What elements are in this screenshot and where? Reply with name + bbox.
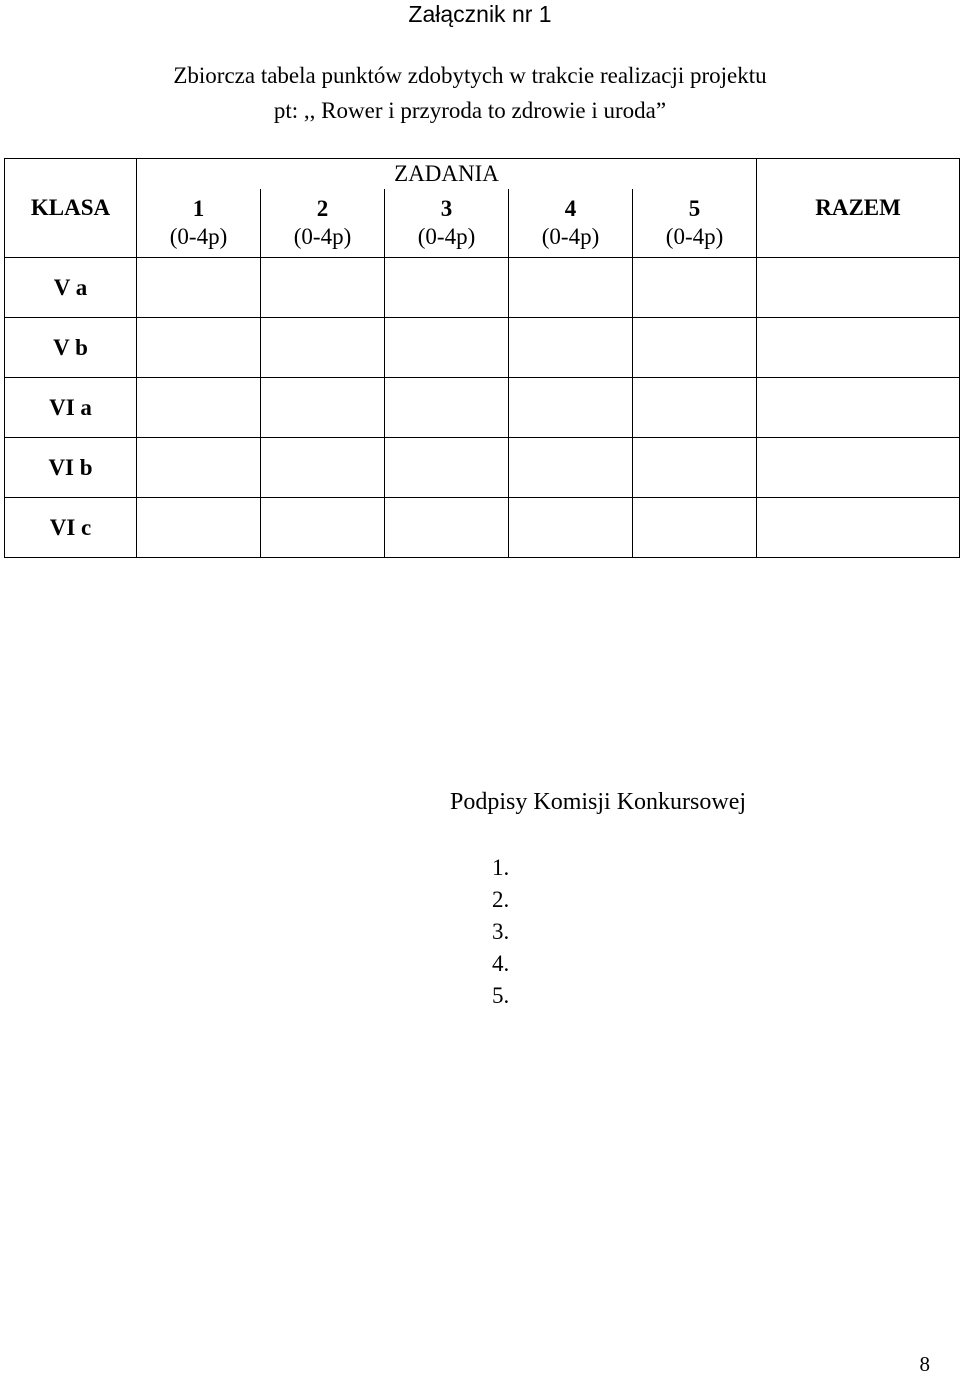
total-cell[interactable] xyxy=(757,498,960,558)
task-range: (0-4p) xyxy=(293,224,352,249)
signature-item: 3. xyxy=(492,919,510,944)
table-header-row xyxy=(5,159,960,190)
score-cell[interactable] xyxy=(261,498,385,558)
score-cell[interactable] xyxy=(385,438,509,498)
total-cell[interactable] xyxy=(757,378,960,438)
tasks-column-header: ZADANIA xyxy=(137,159,757,190)
score-cell[interactable] xyxy=(137,318,261,378)
signatures-list xyxy=(492,852,509,1012)
table-row xyxy=(5,378,960,438)
signature-item: 5. xyxy=(492,983,510,1008)
task-range: (0-4p) xyxy=(665,224,724,249)
signature-item: 1. xyxy=(492,855,510,880)
task-header-5 xyxy=(633,189,757,258)
task-range: (0-4p) xyxy=(417,224,476,249)
task-number: 3 xyxy=(440,196,453,221)
score-cell[interactable] xyxy=(261,438,385,498)
task-range: (0-4p) xyxy=(169,224,228,249)
score-cell[interactable] xyxy=(509,378,633,438)
signature-item: 4. xyxy=(492,951,510,976)
score-cell[interactable] xyxy=(385,498,509,558)
task-header-2 xyxy=(261,189,385,258)
total-column-header: RAZEM xyxy=(757,159,960,258)
total-cell[interactable] xyxy=(757,318,960,378)
task-number: 2 xyxy=(316,196,329,221)
table-row xyxy=(5,498,960,558)
score-cell[interactable] xyxy=(385,258,509,318)
score-cell[interactable] xyxy=(509,438,633,498)
class-cell: VI c xyxy=(5,498,137,558)
table-row xyxy=(5,258,960,318)
attachment-label: Załącznik nr 1 xyxy=(408,1,552,27)
table-row xyxy=(5,438,960,498)
score-cell[interactable] xyxy=(633,438,757,498)
score-cell[interactable] xyxy=(633,318,757,378)
score-cell[interactable] xyxy=(633,498,757,558)
score-cell[interactable] xyxy=(509,258,633,318)
document-title-line-2: pt: ,, Rower i przyroda to zdrowie i uroda” xyxy=(273,98,667,123)
score-cell[interactable] xyxy=(633,258,757,318)
class-cell: V b xyxy=(5,318,137,378)
task-number: 5 xyxy=(688,196,701,221)
page-number: 8 xyxy=(919,1352,930,1376)
task-header-1 xyxy=(137,189,261,258)
task-number: 1 xyxy=(192,196,205,221)
score-cell[interactable] xyxy=(137,498,261,558)
score-cell[interactable] xyxy=(509,498,633,558)
signature-item: 2. xyxy=(492,887,510,912)
score-cell[interactable] xyxy=(385,318,509,378)
score-cell[interactable] xyxy=(137,258,261,318)
class-cell: V a xyxy=(5,258,137,318)
task-number: 4 xyxy=(564,196,577,221)
total-cell[interactable] xyxy=(757,438,960,498)
class-cell: VI b xyxy=(5,438,137,498)
table-row xyxy=(5,318,960,378)
task-range: (0-4p) xyxy=(541,224,600,249)
score-cell[interactable] xyxy=(509,318,633,378)
document-title-line-1: Zbiorcza tabela punktów zdobytych w trakcie realizacji projektu xyxy=(173,63,767,88)
score-cell[interactable] xyxy=(137,378,261,438)
score-cell[interactable] xyxy=(261,258,385,318)
score-cell[interactable] xyxy=(633,378,757,438)
score-cell[interactable] xyxy=(261,378,385,438)
score-cell[interactable] xyxy=(385,378,509,438)
task-header-3 xyxy=(385,189,509,258)
signatures-title: Podpisy Komisji Konkursowej xyxy=(450,789,747,815)
score-cell[interactable] xyxy=(137,438,261,498)
score-cell[interactable] xyxy=(261,318,385,378)
class-column-header: KLASA xyxy=(5,159,137,258)
total-cell[interactable] xyxy=(757,258,960,318)
score-table xyxy=(4,158,960,558)
class-cell: VI a xyxy=(5,378,137,438)
task-header-4 xyxy=(509,189,633,258)
